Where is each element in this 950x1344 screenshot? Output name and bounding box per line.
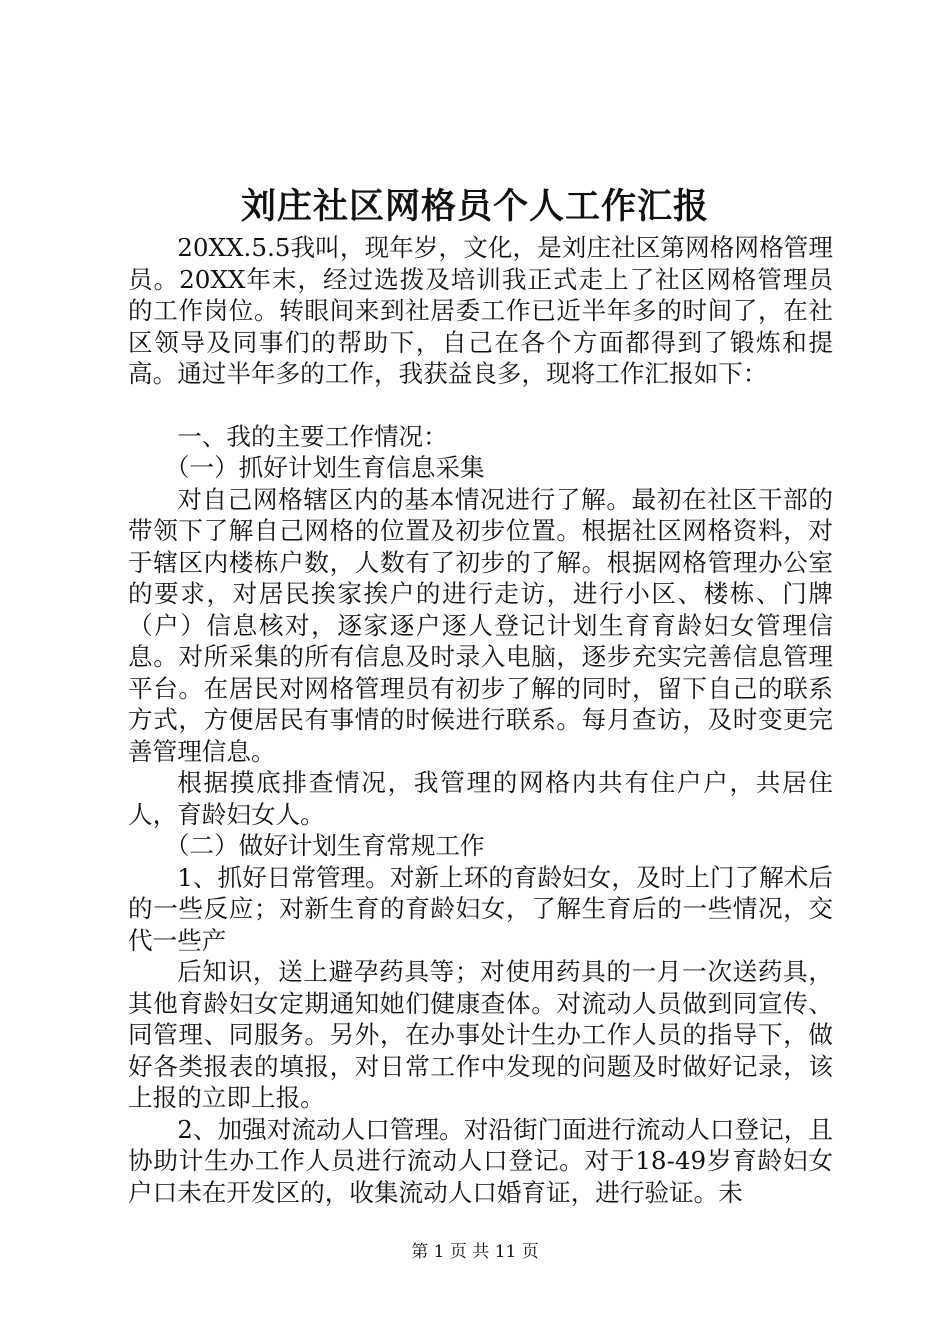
body-paragraph-4: 后知识，送上避孕药具等；对使用药具的一月一次送药具，其他育龄妇女定期通知她们健康查体。对流动人员做到同宣传、同管理、同服务。另外，在办事处计生办工作人员的指导下，做好各类报表的填报，对日常工作中发现的问题及时做好记录，该上报的立即上报。 [128, 957, 833, 1112]
section-heading-1: 一、我的主要工作情况： [177, 421, 448, 451]
subsection-heading-1: （一）抓好计划生育信息采集 [164, 453, 485, 482]
page-number-footer: 第 1 页 共 11 页 [411, 1242, 539, 1262]
body-paragraph-5: 2、加强对流动人口管理。对沿街门面进行流动人口登记，且协助计生办工作人员进行流动人口登记。对于18-49岁育龄妇女户口未在开发区的，收集流动人口婚育证，进行验证。未 [128, 1114, 833, 1207]
body-paragraph-3: 1、抓好日常管理。对新上环的育龄妇女，及时上门了解术后的一些反应；对新生育的育龄妇女，了解生育后的一些情况，交代一些产 [128, 862, 833, 955]
document-body [128, 232, 833, 1208]
body-paragraph-1: 对自己网格辖区内的基本情况进行了解。最初在社区干部的带领下了解自己网格的位置及初步位置。根据社区网格资料，对于辖区内楼栋户数，人数有了初步的了解。根据网格管理办公室的要求，对居民挨家挨户的进行走访，进行小区、楼栋、门牌（户）信息核对，逐家逐户逐人登记计划生育育龄妇女管理信息。对所采集的所有信息及时录入电脑，逐步充实完善信息管理平台。在居民对网格管理员有初步了解的同时，留下自己的联系方式，方便居民有事情的时候进行联系。每月查访，及时变更完善管理信息。 [128, 484, 833, 766]
document-title: 刘庄社区网格员个人工作汇报 [240, 186, 709, 227]
body-paragraph-2: 根据摸底排查情况，我管理的网格内共有住户户，共居住人，育龄妇女人。 [128, 768, 833, 829]
intro-paragraph: 20XX.5.5我叫，现年岁，文化，是刘庄社区第网格网格管理员。20XX年末，经过选拨及培训我正式走上了社区网格管理员的工作岗位。转眼间来到社居委工作已近半年多的时间了，在社区领导及同事们的帮助下，自己在各个方面都得到了锻炼和提高。通过半年多的工作，我获益良多，现将工作汇报如下： [128, 233, 833, 388]
subsection-heading-2: （二）做好计划生育常规工作 [164, 831, 485, 860]
